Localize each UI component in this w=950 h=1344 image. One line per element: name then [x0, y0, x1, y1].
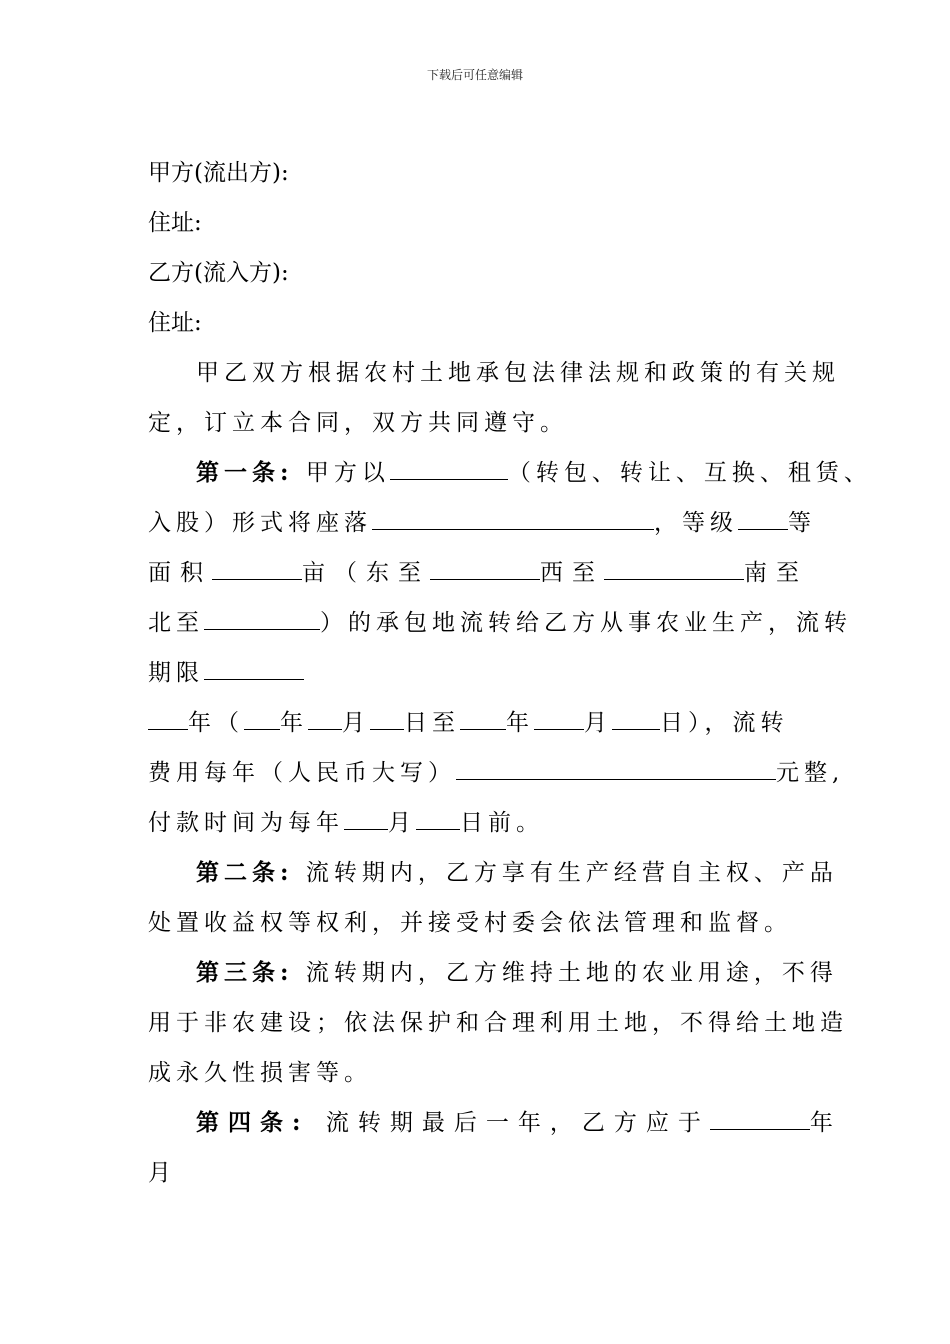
article-4-line-2: 月 [148, 1160, 171, 1186]
blank-pay-day[interactable] [416, 799, 460, 830]
text: 年 [280, 710, 308, 736]
blank-start-month[interactable] [308, 699, 342, 730]
article-2-line-2: 处置收益权等权利，并接受村委会依法管理和监督。 [148, 910, 792, 936]
text: 月 [388, 810, 416, 836]
blank-transfer-form[interactable] [390, 449, 508, 480]
text: 入股）形式将座落 [148, 510, 372, 536]
text: 等 [788, 510, 816, 536]
article-1-line-4 [148, 598, 852, 648]
text: 面积 [148, 560, 212, 586]
article-1-line-1 [148, 448, 872, 498]
text: ）的承包地流转给乙方从事农业生产，流转 [320, 610, 852, 636]
article-3-line-3: 成永久性损害等。 [148, 1060, 372, 1086]
intro-line-1: 甲乙双方根据农村土地承包法律法规和政策的有关规 [196, 360, 840, 386]
text: 南至 [744, 560, 808, 586]
text: 流转期内，乙方维持土地的农业用途，不得 [305, 960, 838, 986]
party-a-address: 住址: [148, 210, 202, 236]
text: 亩（东至 [302, 560, 430, 586]
blank-west[interactable] [604, 549, 744, 580]
text: 西至 [540, 560, 604, 586]
blank-end-day[interactable] [612, 699, 660, 730]
blank-area[interactable] [212, 549, 302, 580]
blank-north[interactable] [204, 599, 320, 630]
text: 日至 [404, 710, 460, 736]
article-1-line-2 [148, 498, 816, 548]
blank-grade[interactable] [738, 499, 788, 530]
text: 期限 [148, 660, 204, 686]
text: 元整, [776, 760, 845, 786]
party-a-label: 甲方(流出方): [148, 160, 289, 186]
text: 月 [342, 710, 370, 736]
text: ，等级 [654, 510, 738, 536]
article-3-line-2: 用于非农建设；依法保护和合理利用土地，不得给土地造 [148, 1010, 848, 1036]
text: 付款时间为每年 [148, 810, 344, 836]
article-1-line-7 [148, 748, 845, 798]
intro-line-2: 定，订立本合同，双方共同遵守。 [148, 410, 568, 436]
text: 甲方以 [305, 460, 390, 486]
blank-end-year[interactable] [460, 699, 506, 730]
article-3-title: 第三条: [196, 959, 294, 986]
blank-years[interactable] [148, 699, 188, 730]
blank-pay-month[interactable] [344, 799, 388, 830]
blank-end-month[interactable] [534, 699, 584, 730]
article-3-line-1 [148, 948, 838, 998]
text: 年 [506, 710, 534, 736]
text: 日），流转 [660, 710, 789, 736]
text: 年 [809, 1110, 842, 1136]
article-4-line-1 [148, 1098, 842, 1148]
text: 流转期内，乙方享有生产经营自主权、产品 [305, 860, 838, 886]
party-b-address: 住址: [148, 310, 202, 336]
party-b-label: 乙方(流入方): [148, 260, 289, 286]
article-1-line-6 [148, 698, 808, 748]
article-2-title: 第二条: [196, 859, 294, 886]
article-4-title: 第四条: [196, 1109, 310, 1136]
article-2-line-1 [148, 848, 838, 898]
blank-start-year[interactable] [244, 699, 280, 730]
text: （转包、转让、互换、租赁、 [507, 460, 872, 486]
blank-east[interactable] [430, 549, 540, 580]
article-1-line-5 [148, 648, 808, 698]
contract-body [148, 148, 872, 1198]
text: 年（ [188, 710, 244, 736]
text: 流转期最后一年，乙方应于 [325, 1110, 710, 1136]
blank-return-year[interactable] [710, 1099, 810, 1130]
blank-term[interactable] [204, 649, 304, 680]
article-1-title: 第一条: [196, 459, 294, 486]
text: 月 [584, 710, 612, 736]
blank-start-day[interactable] [370, 699, 404, 730]
article-1-line-3 [148, 548, 808, 598]
blank-fee-amount[interactable] [456, 749, 776, 780]
page-header: 下载后可任意编辑 [426, 68, 523, 82]
blank-location[interactable] [372, 499, 654, 530]
article-1-line-8 [148, 798, 808, 848]
text: 费用每年（人民币大写） [148, 760, 456, 786]
text: 北至 [148, 610, 204, 636]
text: 日前。 [460, 810, 544, 836]
